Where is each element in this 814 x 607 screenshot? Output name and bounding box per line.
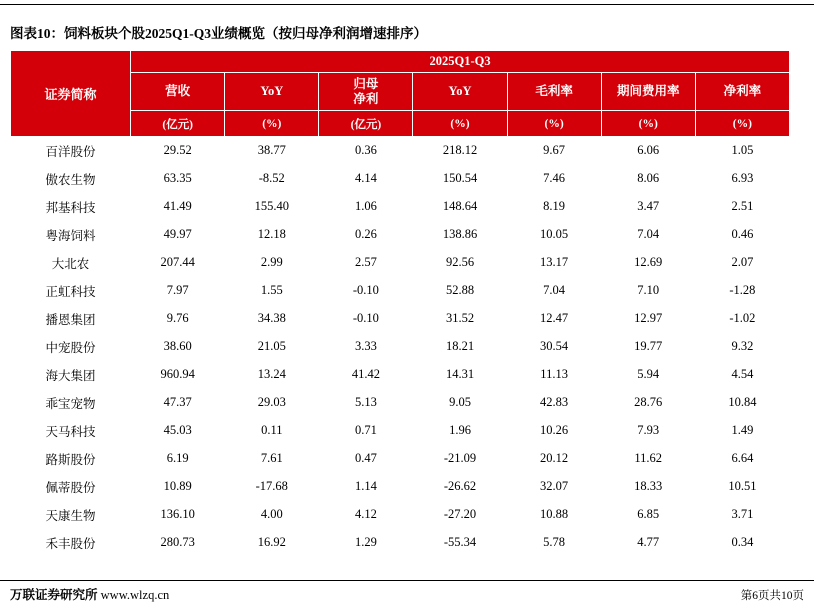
table-caption: 图表10：饲料板块个股2025Q1-Q3业绩概览（按归母净利润增速排序） [10,26,427,41]
header-revenue-yoy: YoY [225,73,319,111]
cell-value: 0.71 [319,417,413,445]
unit-net-margin: (%) [695,111,789,137]
table-row [11,473,790,501]
cell-value: 136.10 [131,501,225,529]
cell-security-name: 乖宝宠物 [11,389,131,417]
cell-value: -1.02 [695,305,789,333]
unit-revenue-yoy: (%) [225,111,319,137]
cell-value: 2.99 [225,249,319,277]
unit-revenue: (亿元) [131,111,225,137]
cell-value: 41.42 [319,361,413,389]
cell-security-name: 天马科技 [11,417,131,445]
cell-value: 9.32 [695,333,789,361]
table-body [11,137,790,557]
cell-value: 7.04 [601,221,695,249]
cell-value: 4.12 [319,501,413,529]
cell-value: 38.77 [225,137,319,165]
cell-value: 29.03 [225,389,319,417]
table-row [11,249,790,277]
footer-url: www.wlzq.cn [100,588,170,602]
cell-security-name: 海大集团 [11,361,131,389]
cell-value: -21.09 [413,445,507,473]
header-expense-ratio: 期间费用率 [601,73,695,111]
top-divider [0,4,814,5]
cell-value: 0.34 [695,529,789,557]
table-row [11,221,790,249]
cell-value: 92.56 [413,249,507,277]
cell-value: 7.93 [601,417,695,445]
unit-expense-ratio: (%) [601,111,695,137]
table-row [11,389,790,417]
cell-value: 218.12 [413,137,507,165]
table-row [11,277,790,305]
cell-value: 11.62 [601,445,695,473]
cell-value: 1.49 [695,417,789,445]
unit-net-profit-yoy: (%) [413,111,507,137]
table-header-group-row [11,51,790,73]
cell-value: -27.20 [413,501,507,529]
cell-value: 148.64 [413,193,507,221]
cell-value: 49.97 [131,221,225,249]
unit-gross-margin: (%) [507,111,601,137]
cell-security-name: 路斯股份 [11,445,131,473]
table-header [11,51,790,137]
cell-value: 10.05 [507,221,601,249]
cell-value: -55.34 [413,529,507,557]
table-row [11,333,790,361]
cell-value: 38.60 [131,333,225,361]
cell-value: 5.94 [601,361,695,389]
cell-security-name: 百洋股份 [11,137,131,165]
cell-security-name: 邦基科技 [11,193,131,221]
cell-value: 3.47 [601,193,695,221]
cell-value: 10.26 [507,417,601,445]
cell-value: 45.03 [131,417,225,445]
cell-value: 6.93 [695,165,789,193]
cell-value: 16.92 [225,529,319,557]
cell-value: 10.84 [695,389,789,417]
bottom-divider [0,580,814,581]
footer-organization [10,585,169,603]
cell-value: 14.31 [413,361,507,389]
cell-security-name: 禾丰股份 [11,529,131,557]
cell-value: 18.21 [413,333,507,361]
cell-value: 8.06 [601,165,695,193]
header-net-profit-yoy: YoY [413,73,507,111]
header-gross-margin: 毛利率 [507,73,601,111]
table-row [11,193,790,221]
table-row [11,137,790,165]
cell-value: 207.44 [131,249,225,277]
footer-org-name: 万联证券研究所 [10,588,98,602]
table-row [11,417,790,445]
cell-value: -26.62 [413,473,507,501]
cell-value: 4.14 [319,165,413,193]
cell-security-name: 佩蒂股份 [11,473,131,501]
cell-value: 29.52 [131,137,225,165]
cell-value: 2.57 [319,249,413,277]
cell-value: 0.26 [319,221,413,249]
cell-value: 7.61 [225,445,319,473]
cell-security-name: 大北农 [11,249,131,277]
cell-value: 4.00 [225,501,319,529]
cell-security-name: 正虹科技 [11,277,131,305]
cell-value: 138.86 [413,221,507,249]
cell-value: -0.10 [319,277,413,305]
cell-value: 19.77 [601,333,695,361]
footer-page-number: 第6页共10页 [740,590,804,602]
cell-value: 9.05 [413,389,507,417]
cell-value: 9.67 [507,137,601,165]
cell-security-name: 傲农生物 [11,165,131,193]
cell-value: 5.78 [507,529,601,557]
table-row [11,165,790,193]
header-period-group: 2025Q1-Q3 [131,51,790,73]
cell-value: 47.37 [131,389,225,417]
cell-value: 5.13 [319,389,413,417]
table-row [11,529,790,557]
cell-value: 13.24 [225,361,319,389]
cell-value: -8.52 [225,165,319,193]
table-row [11,305,790,333]
cell-value: 2.51 [695,193,789,221]
financial-table [10,50,790,557]
cell-value: 12.97 [601,305,695,333]
cell-value: 42.83 [507,389,601,417]
cell-value: 960.94 [131,361,225,389]
cell-value: 1.05 [695,137,789,165]
cell-value: 7.46 [507,165,601,193]
cell-value: -17.68 [225,473,319,501]
cell-value: 0.11 [225,417,319,445]
cell-value: 12.18 [225,221,319,249]
cell-value: 6.64 [695,445,789,473]
header-net-margin: 净利率 [695,73,789,111]
table-row [11,501,790,529]
cell-value: 63.35 [131,165,225,193]
cell-value: 4.77 [601,529,695,557]
cell-value: 6.19 [131,445,225,473]
cell-value: 8.19 [507,193,601,221]
cell-value: 13.17 [507,249,601,277]
cell-value: 1.55 [225,277,319,305]
cell-value: 0.36 [319,137,413,165]
cell-value: 280.73 [131,529,225,557]
cell-value: 20.12 [507,445,601,473]
cell-value: 1.06 [319,193,413,221]
cell-value: 18.33 [601,473,695,501]
cell-value: 1.96 [413,417,507,445]
cell-value: 6.85 [601,501,695,529]
cell-value: 7.97 [131,277,225,305]
table-row [11,361,790,389]
cell-security-name: 天康生物 [11,501,131,529]
cell-security-name: 播恩集团 [11,305,131,333]
cell-value: 150.54 [413,165,507,193]
cell-value: 155.40 [225,193,319,221]
unit-net-profit: (亿元) [319,111,413,137]
cell-value: 7.10 [601,277,695,305]
cell-value: 30.54 [507,333,601,361]
cell-value: 1.14 [319,473,413,501]
cell-value: 12.69 [601,249,695,277]
cell-value: 0.46 [695,221,789,249]
cell-value: 31.52 [413,305,507,333]
cell-value: 10.89 [131,473,225,501]
cell-value: 52.88 [413,277,507,305]
cell-value: 9.76 [131,305,225,333]
cell-value: 12.47 [507,305,601,333]
cell-value: 3.71 [695,501,789,529]
cell-value: 7.04 [507,277,601,305]
header-net-profit: 归母 净利 [319,73,413,111]
cell-value: 2.07 [695,249,789,277]
cell-value: 34.38 [225,305,319,333]
cell-value: 3.33 [319,333,413,361]
table-row [11,445,790,473]
cell-value: 6.06 [601,137,695,165]
header-revenue: 营收 [131,73,225,111]
cell-value: 11.13 [507,361,601,389]
cell-value: 28.76 [601,389,695,417]
cell-value: -1.28 [695,277,789,305]
cell-value: 21.05 [225,333,319,361]
cell-value: 1.29 [319,529,413,557]
cell-value: 4.54 [695,361,789,389]
cell-security-name: 粤海饲料 [11,221,131,249]
cell-value: 10.88 [507,501,601,529]
cell-value: 0.47 [319,445,413,473]
cell-value: 10.51 [695,473,789,501]
cell-value: 32.07 [507,473,601,501]
cell-value: -0.10 [319,305,413,333]
cell-security-name: 中宠股份 [11,333,131,361]
header-security-name: 证券简称 [11,51,131,137]
cell-value: 41.49 [131,193,225,221]
